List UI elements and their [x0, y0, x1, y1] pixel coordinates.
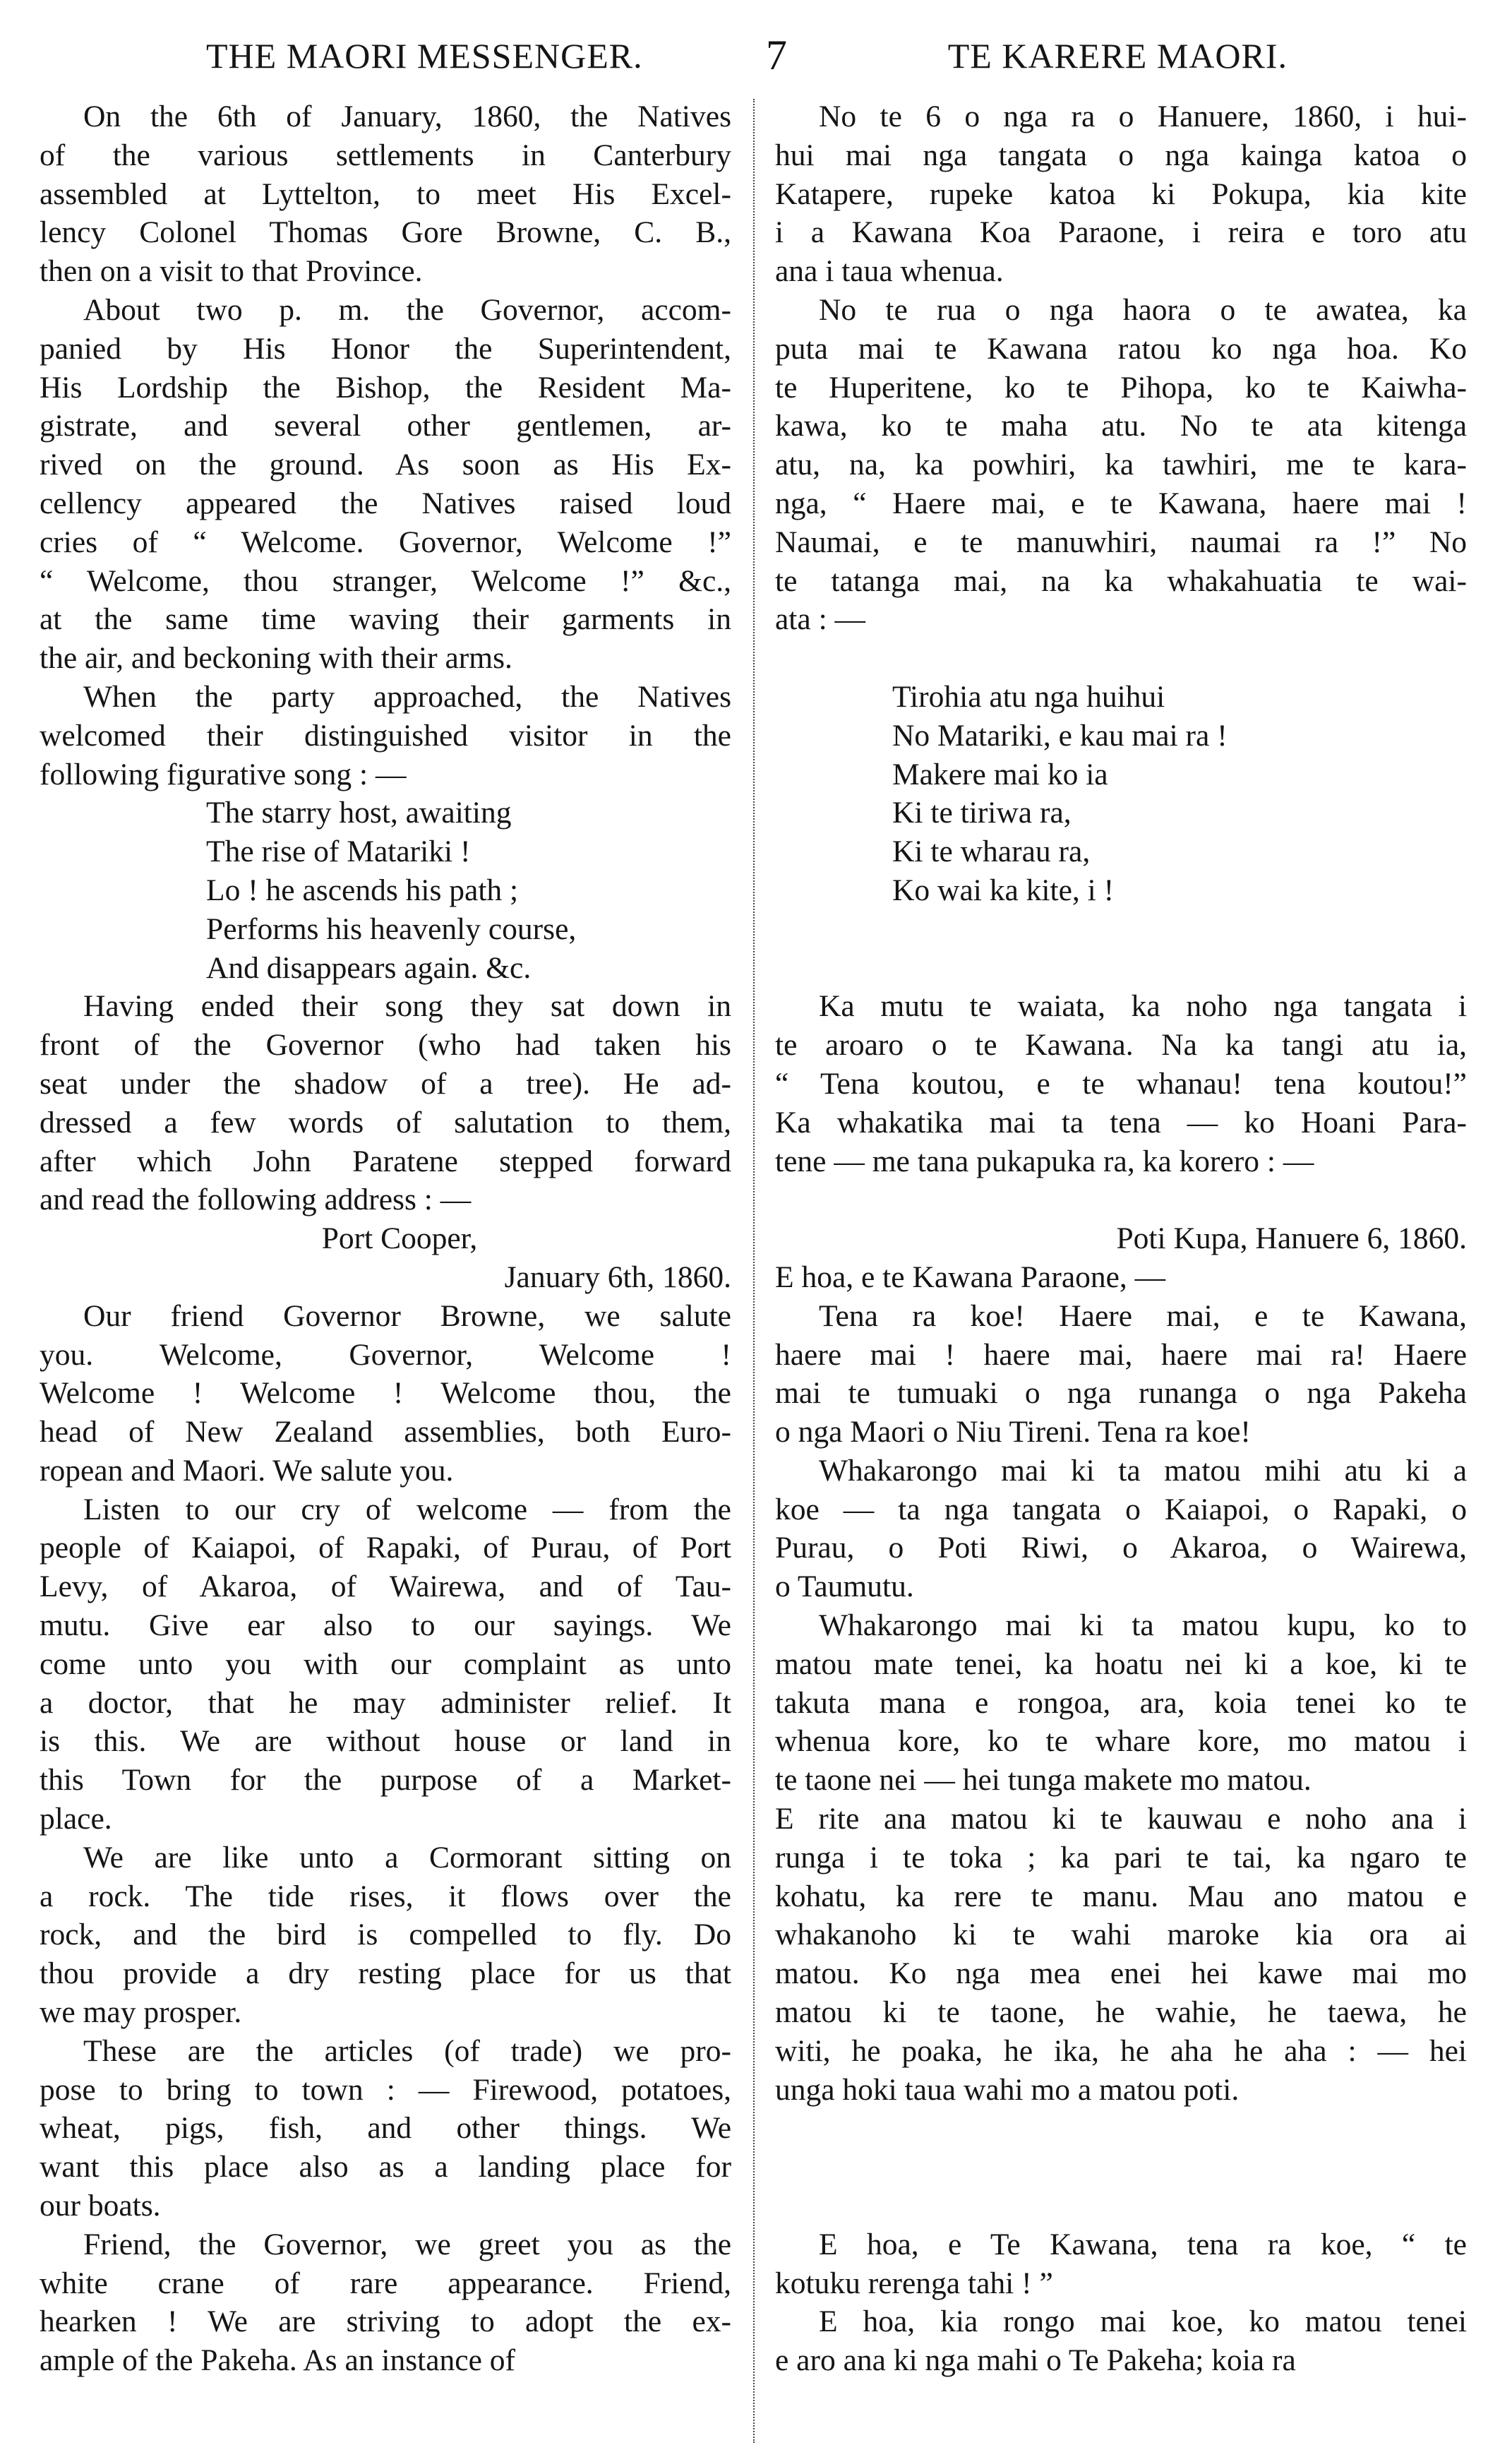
text-line: thou provide a dry resting place for us that [40, 1956, 731, 1991]
maori-spacer [775, 949, 1467, 988]
text-line: people of Kaiapoi, of Rapaki, of Purau, of Port [40, 1531, 731, 1565]
english-paragraph-articles [40, 2032, 731, 2225]
maori-spacer [775, 2187, 1467, 2225]
text-line: whenua kore, ko te whare kore, mo matou i [775, 1724, 1467, 1759]
maori-paragraph-listen [775, 1452, 1467, 1606]
english-paragraph-address-intro [40, 987, 731, 1219]
text-line: you. Welcome, Governor, Welcome ! [40, 1337, 731, 1372]
text-line: then on a visit to that Province. [40, 254, 423, 289]
text-line: Ka whakatika mai ta tena — ko Hoani Para- [775, 1105, 1467, 1140]
text-line: o nga Maori o Niu Tireni. Tena ra koe! [775, 1415, 1251, 1449]
text-line: mutu. Give ear also to our sayings. We [40, 1608, 731, 1643]
text-line: welcomed their distinguished visitor in the [40, 718, 731, 753]
text-line: rived on the ground. As soon as His Ex- [40, 448, 731, 482]
text-line: Whakarongo mai ki ta matou kupu, ko to [819, 1608, 1467, 1643]
maori-column [775, 97, 1467, 2427]
maori-paragraph-intro [775, 97, 1467, 291]
text-line: at the same time waving their garments in [40, 602, 731, 637]
text-line: Naumai, e te manuwhiri, naumai ra !” No [775, 525, 1467, 559]
poem-line: Makere mai ko ia [892, 757, 1108, 791]
text-line: About two p. m. the Governor, accom- [83, 292, 731, 327]
text-line: Whakarongo mai ki ta matou mihi atu ki a [819, 1453, 1467, 1488]
running-head [42, 27, 1470, 76]
text-line: Ka mutu te waiata, ka noho nga tangata i [819, 989, 1467, 1024]
text-line: hui mai nga tangata o nga kainga katoa o [775, 138, 1467, 172]
text-line: When the party approached, the Natives [83, 679, 731, 714]
text-line: our boats. [40, 2189, 161, 2223]
text-line: and read the following address : — [40, 1183, 472, 1217]
text-line: come unto you with our complaint as unto [40, 1646, 731, 1681]
english-paragraph-intro [40, 97, 731, 291]
maori-spacer [775, 910, 1467, 949]
text-line: cries of “ Welcome. Governor, Welcome !” [40, 525, 731, 559]
text-line: panied by His Honor the Superintendent, [40, 331, 731, 366]
text-line: Katapere, rupeke katoa ki Pokupa, kia kite [775, 177, 1467, 211]
text-line: His Lordship the Bishop, the Resident Ma- [40, 370, 731, 405]
text-line: nga, “ Haere mai, e te Kawana, haere mai ! [775, 486, 1467, 520]
text-line: te taone nei — hei tunga makete mo matou. [775, 1763, 1312, 1798]
text-line: rock, and the bird is compelled to fly. Do [40, 1918, 731, 1952]
english-masthead-title: THE MAORI MESSENGER. [206, 36, 643, 76]
text-line: Purau, o Poti Riwi, o Akaroa, o Wairewa, [775, 1531, 1467, 1565]
text-line: “ Welcome, thou stranger, Welcome !” &c., [40, 563, 731, 598]
poem-line: Performs his heavenly course, [206, 911, 577, 946]
english-paragraph-listen [40, 1490, 731, 1839]
text-line: Friend, the Governor, we greet you as the [83, 2227, 731, 2261]
maori-spacer [775, 1180, 1467, 1219]
text-line: atu, na, ka powhiri, ka tawhiri, me te kara- [775, 448, 1467, 482]
maori-paragraph-crane [775, 2225, 1467, 2303]
maori-song [775, 678, 1467, 910]
english-address-place: Port Cooper, [321, 1221, 478, 1256]
text-line: white crane of rare appearance. Friend, [40, 2266, 731, 2300]
text-line: te tatanga mai, na ka whakahuatia te wai- [775, 563, 1467, 598]
poem-line: Tirohia atu nga huihui [892, 679, 1165, 714]
text-line: Welcome ! Welcome ! Welcome thou, the [40, 1376, 731, 1411]
english-paragraph-cormorant [40, 1839, 731, 2032]
maori-spacer [775, 2148, 1467, 2187]
maori-paragraph-complaint [775, 1606, 1467, 1800]
text-line: te Huperitene, ko te Pihopa, ko te Kaiwha- [775, 370, 1467, 405]
text-line: tene — me tana pukapuka ra, ka korero : — [775, 1144, 1314, 1178]
text-line: a rock. The tide rises, it flows over the [40, 1879, 731, 1913]
text-line: gistrate, and several other gentlemen, ar- [40, 409, 731, 443]
text-line: seat under the shadow of a tree). He ad- [40, 1066, 731, 1101]
maori-masthead-title: TE KARERE MAORI. [947, 36, 1288, 76]
text-line: haere mai ! haere mai, haere mai ra! Haere [775, 1337, 1467, 1372]
maori-address-salutation: E hoa, e te Kawana Paraone, — [775, 1260, 1166, 1294]
english-song [40, 794, 731, 987]
english-paragraph-arrival [40, 291, 731, 678]
text-line: dressed a few words of salutation to them, [40, 1105, 731, 1140]
text-line: unga hoki taua wahi mo a matou poti. [775, 2072, 1240, 2107]
text-line: of the various settlements in Canterbury [40, 138, 731, 172]
text-line: e aro ana ki nga mahi o Te Pakeha; koia ra [775, 2343, 1296, 2378]
text-line: witi, he poaka, he ika, he aha he aha : — hei [775, 2033, 1467, 2068]
text-line: On the 6th of January, 1860, the Natives [83, 100, 731, 133]
poem-line: No Matariki, e kau mai ra ! [892, 718, 1228, 753]
text-line: ropean and Maori. We salute you. [40, 1453, 454, 1488]
text-line: No te rua o nga haora o te awatea, ka [819, 292, 1467, 327]
poem-line: Lo ! he ascends his path ; [206, 873, 519, 907]
text-line: we may prosper. [40, 1995, 242, 2030]
maori-paragraph-cormorant [775, 1800, 1467, 2109]
english-paragraph-salute [40, 1297, 731, 1490]
text-line: “ Tena koutou, e te whanau! tena koutou!” [775, 1066, 1467, 1101]
maori-paragraph-greeting [775, 1297, 1467, 1452]
poem-line: Ki te tiriwa ra, [892, 796, 1072, 830]
text-line: E hoa, e Te Kawana, tena ra koe, “ te [819, 2227, 1467, 2261]
text-line: We are like unto a Cormorant sitting on [83, 1840, 731, 1875]
english-address-date: January 6th, 1860. [504, 1260, 731, 1294]
text-line: cellency appeared the Natives raised loud [40, 486, 731, 520]
maori-paragraph-pakeha [775, 2302, 1467, 2380]
text-line: Listen to our cry of welcome — from the [83, 1492, 731, 1526]
column-divider [753, 99, 755, 2443]
text-line: o Taumutu. [775, 1570, 914, 1604]
text-line: head of New Zealand assemblies, both Euro- [40, 1415, 731, 1449]
text-line: ata : — [775, 602, 866, 637]
text-line: E hoa, kia rongo mai koe, ko matou tenei [819, 2304, 1467, 2339]
text-line: ample of the Pakeha. As an instance of [40, 2343, 516, 2378]
text-line: lency Colonel Thomas Gore Browne, C. B., [40, 215, 731, 250]
text-line: kawa, ko te maha atu. No te ata kitenga [775, 409, 1467, 443]
maori-spacer [775, 2109, 1467, 2148]
maori-paragraph-song-end [775, 987, 1467, 1180]
english-paragraph-welcome [40, 678, 731, 794]
text-line: wheat, pigs, fish, and other things. We [40, 2111, 731, 2146]
poem-line: Ki te wharau ra, [892, 835, 1091, 869]
text-line: E rite ana matou ki te kauwau e noho ana i [775, 1802, 1467, 1836]
page-number: 7 [766, 32, 788, 78]
poem-line: And disappears again. &c. [206, 950, 532, 985]
text-line: hearken ! We are striving to adopt the ex- [40, 2304, 731, 2339]
text-line: the air, and beckoning with their arms. [40, 641, 512, 676]
text-line: matou mate tenei, ka hoatu nei ki a koe, ki te [775, 1646, 1467, 1681]
text-line: te aroaro o te Kawana. Na ka tangi atu ia, [775, 1028, 1467, 1063]
poem-line: The starry host, awaiting [206, 796, 512, 830]
english-paragraph-crane [40, 2225, 731, 2380]
text-line: assembled at Lyttelton, to meet His Excel- [40, 177, 731, 211]
text-line: want this place also as a landing place for [40, 2150, 731, 2184]
text-line: following figurative song : — [40, 757, 407, 791]
text-line: mai te tumuaki o nga runanga o nga Pakeha [775, 1376, 1467, 1411]
text-line: takuta mana e rongoa, ara, koia tenei ko te [775, 1685, 1467, 1720]
text-line: No te 6 o nga ra o Hanuere, 1860, i hui- [819, 100, 1467, 133]
text-line: matou. Ko nga mea enei hei kawe mai mo [775, 1956, 1467, 1991]
text-line: Levy, of Akaroa, of Wairewa, and of Tau- [40, 1570, 731, 1604]
text-line: after which John Paratene stepped forward [40, 1144, 731, 1178]
text-line: ana i taua whenua. [775, 254, 1004, 289]
english-column [40, 97, 731, 2427]
text-line: this Town for the purpose of a Market- [40, 1763, 731, 1798]
text-line: These are the articles (of trade) we pro- [83, 2033, 731, 2068]
maori-spacer [775, 639, 1467, 678]
text-line: koe — ta nga tangata o Kaiapoi, o Rapaki, o [775, 1492, 1467, 1526]
text-line: place. [40, 1802, 112, 1836]
text-line: runga i te toka ; ka pari te tai, ka ngaro te [775, 1840, 1467, 1875]
maori-paragraph-arrival [775, 291, 1467, 639]
text-line: Our friend Governor Browne, we salute [83, 1298, 731, 1333]
text-line: front of the Governor (who had taken his [40, 1028, 731, 1063]
text-line: Having ended their song they sat down in [83, 989, 731, 1024]
text-line: is this. We are without house or land in [40, 1724, 731, 1759]
text-line: kotuku rerenga tahi ! ” [775, 2266, 1053, 2300]
text-line: Tena ra koe! Haere mai, e te Kawana, [819, 1298, 1467, 1333]
text-line: matou ki te taone, he wahie, he taewa, he [775, 1995, 1467, 2030]
poem-line: The rise of Matariki ! [206, 835, 471, 869]
text-line: pose to bring to town : — Firewood, potatoes, [40, 2072, 731, 2107]
text-line: puta mai te Kawana ratou ko nga hoa. Ko [775, 331, 1467, 366]
text-line: a doctor, that he may administer relief. It [40, 1685, 731, 1720]
poem-line: Ko wai ka kite, i ! [892, 873, 1115, 907]
text-line: i a Kawana Koa Paraone, i reira e toro atu [775, 215, 1467, 250]
text-line: whakanoho ki te wahi maroke kia ora ai [775, 1918, 1467, 1952]
maori-address-place-date: Poti Kupa, Hanuere 6, 1860. [1116, 1221, 1467, 1256]
text-line: kohatu, ka rere te manu. Mau ano matou e [775, 1879, 1467, 1913]
